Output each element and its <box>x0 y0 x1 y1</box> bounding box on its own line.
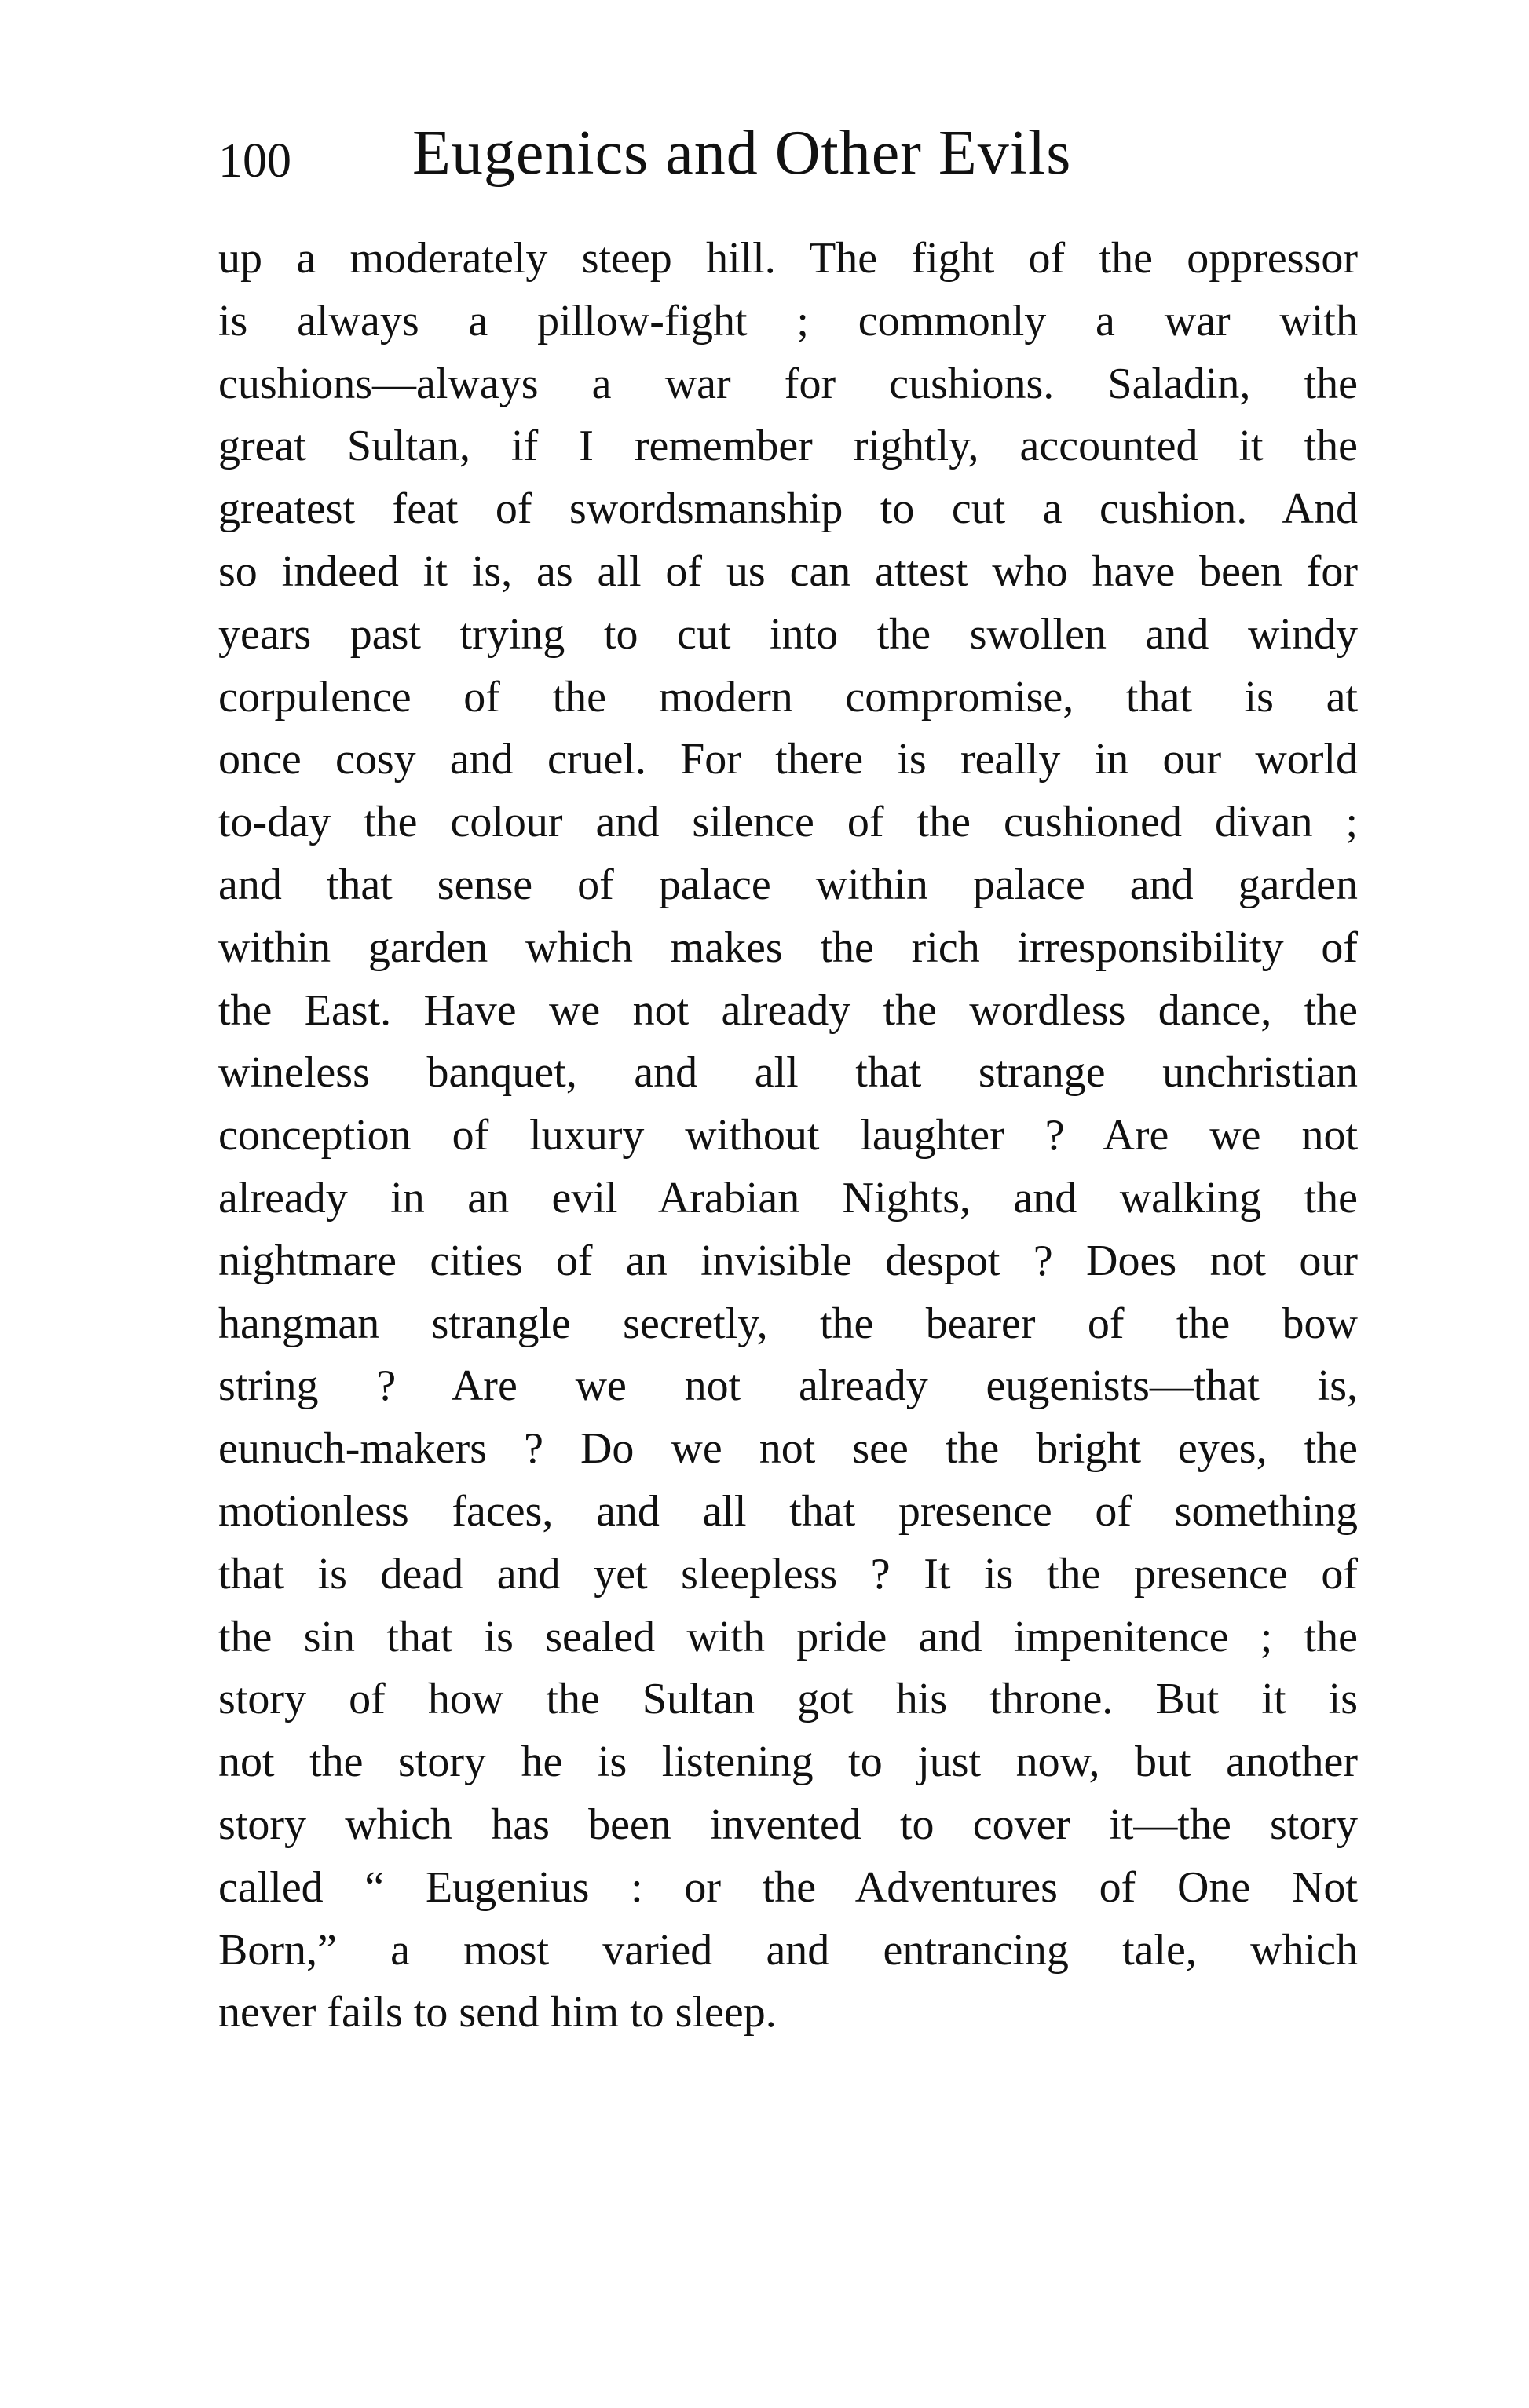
text-line: not the story he is listening to just now, but another <box>218 1737 1358 1787</box>
text-line: conception of luxury without laughter ? Are we not <box>218 1111 1358 1160</box>
text-line: called “ Eugenius : or the Adventures of One Not <box>218 1862 1358 1912</box>
text-line: greatest feat of swordsmanship to cut a cushion. And <box>218 484 1358 534</box>
running-title: Eugenics and Other Evils <box>412 119 1072 188</box>
text-line: wineless banquet, and all that strange unchristian <box>218 1048 1358 1098</box>
page-number: 100 <box>218 134 291 188</box>
text-line: eunuch-makers ? Do we not see the bright eyes, the <box>218 1424 1358 1474</box>
text-line: the East. Have we not already the wordless dance, the <box>218 985 1358 1035</box>
text-line: nightmare cities of an invisible despot ? Does not our <box>218 1236 1358 1285</box>
body-text <box>218 228 1358 2044</box>
text-line: already in an evil Arabian Nights, and walking the <box>218 1173 1358 1222</box>
text-line: string ? Are we not already eugenists—that is, <box>218 1361 1358 1411</box>
text-line: once cosy and cruel. For there is really in our world <box>218 735 1358 784</box>
text-line: great Sultan, if I remember rightly, accounted it the <box>218 422 1358 471</box>
text-line: story of how the Sultan got his throne. But it is <box>218 1675 1358 1724</box>
text-line: years past trying to cut into the swollen and windy <box>218 609 1358 659</box>
text-line: up a moderately steep hill. The fight of the oppressor <box>218 234 1358 283</box>
text-line: is always a pillow-fight ; commonly a war with <box>218 296 1358 345</box>
text-line: that is dead and yet sleepless ? It is the presence of <box>218 1549 1358 1599</box>
text-line: motionless faces, and all that presence of something <box>218 1486 1358 1536</box>
text-line: hangman strangle secretly, the bearer of the bow <box>218 1299 1358 1348</box>
text-line: corpulence of the modern compromise, that is at <box>218 672 1358 722</box>
text-line: never fails to send him to sleep. <box>218 1988 777 2037</box>
text-line: and that sense of palace within palace and garden <box>218 860 1358 909</box>
text-line: the sin that is sealed with pride and impenitence ; the <box>218 1612 1358 1661</box>
text-line: story which has been invented to cover it—the story <box>218 1800 1358 1849</box>
text-line: cushions—always a war for cushions. Saladin, the <box>218 359 1358 408</box>
text-line: Born,” a most varied and entrancing tale, which <box>218 1925 1358 1975</box>
text-line: so indeed it is, as all of us can attest who have been for <box>218 546 1358 596</box>
text-line: within garden which makes the rich irresponsibility of <box>218 923 1358 972</box>
text-line: to-day the colour and silence of the cushioned divan ; <box>218 798 1358 847</box>
